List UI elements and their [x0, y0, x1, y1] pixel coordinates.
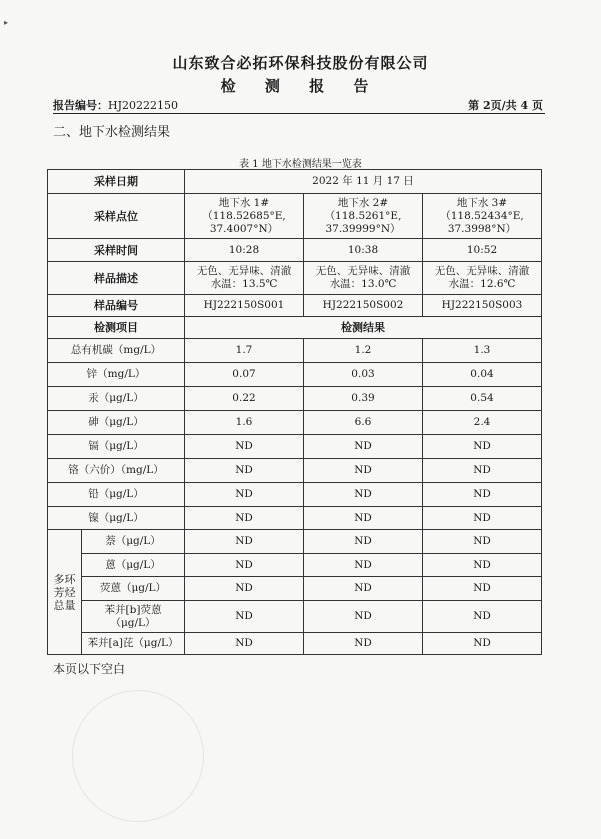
result-value: ND — [185, 435, 304, 459]
pah-row — [48, 530, 542, 554]
result-value: ND — [423, 459, 542, 483]
result-value: ND — [185, 459, 304, 483]
result-value: ND — [423, 507, 542, 530]
corner-mark: ▸ — [4, 18, 9, 27]
sample-number-label: 样品编号 — [48, 295, 185, 317]
column-header-row — [48, 317, 542, 339]
result-value: ND — [304, 633, 423, 655]
result-value: ND — [185, 507, 304, 530]
result-value: ND — [185, 601, 304, 633]
result-value: 0.03 — [304, 363, 423, 387]
result-row — [48, 411, 542, 435]
result-value: ND — [423, 435, 542, 459]
result-value: 0.07 — [185, 363, 304, 387]
result-header: 检测结果 — [185, 317, 542, 339]
result-value: 6.6 — [304, 411, 423, 435]
item-label: 苯并[a]芘（μg/L） — [82, 633, 185, 655]
sample-time-row — [48, 239, 542, 262]
description-cell — [423, 262, 542, 295]
result-row — [48, 339, 542, 363]
result-value: ND — [423, 633, 542, 655]
item-label: 萘（μg/L） — [82, 530, 185, 554]
result-value: ND — [185, 483, 304, 507]
result-value: ND — [304, 435, 423, 459]
result-value: ND — [304, 459, 423, 483]
item-label — [82, 601, 185, 633]
item-label: 镍（μg/L） — [48, 507, 185, 530]
item-label: 铅（μg/L） — [48, 483, 185, 507]
location-longitude: （118.52434°E, — [440, 209, 524, 222]
result-value: ND — [304, 507, 423, 530]
description-text: 无色、无异味、清澈 — [196, 265, 292, 277]
pah-row — [48, 601, 542, 633]
result-value: ND — [304, 601, 423, 633]
description-text: 无色、无异味、清澈 — [315, 265, 411, 277]
result-value: 0.22 — [185, 387, 304, 411]
sample-date-label: 采样日期 — [48, 170, 185, 194]
sample-time-value: 10:28 — [185, 239, 304, 262]
location-cell — [185, 194, 304, 239]
report-title: 检 测 报 告 — [220, 77, 381, 95]
result-value: ND — [423, 530, 542, 554]
item-label: 锌（mg/L） — [48, 363, 185, 387]
location-name: 地下水 3# — [456, 196, 508, 209]
description-cell — [304, 262, 423, 295]
description-text: 无色、无异味、清澈 — [434, 265, 530, 277]
item-label: 荧蒽（μg/L） — [82, 577, 185, 601]
sample-time-value: 10:38 — [304, 239, 423, 262]
pah-group-line: 总量 — [53, 598, 76, 612]
location-name: 地下水 2# — [337, 196, 389, 209]
result-value: ND — [185, 577, 304, 601]
faded-seal — [72, 690, 204, 822]
footer-note: 本页以下空白 — [53, 662, 126, 676]
pah-row — [48, 633, 542, 655]
location-cell — [423, 194, 542, 239]
result-value: 1.6 — [185, 411, 304, 435]
location-longitude: （118.5261°E, — [324, 209, 402, 222]
pah-group-label — [48, 530, 82, 655]
pah-row — [48, 554, 542, 577]
location-name: 地下水 1# — [218, 196, 270, 209]
item-label: 铬（六价）（mg/L） — [48, 459, 185, 483]
result-value: 1.2 — [304, 339, 423, 363]
location-longitude: （118.52685°E, — [202, 209, 286, 222]
pah-group-line: 芳烃 — [53, 585, 76, 599]
result-value: ND — [185, 633, 304, 655]
water-temperature: 水温：12.6℃ — [448, 278, 516, 290]
result-value: 1.3 — [423, 339, 542, 363]
result-row — [48, 459, 542, 483]
item-label: 总有机碳（mg/L） — [48, 339, 185, 363]
result-row — [48, 387, 542, 411]
company-name: 山东致合必拓环保科技股份有限公司 — [172, 54, 429, 72]
water-temperature: 水温：13.5℃ — [210, 278, 278, 290]
pah-group-line: 多环 — [53, 572, 76, 586]
sample-date-row — [48, 170, 542, 194]
result-value: 1.7 — [185, 339, 304, 363]
result-value: ND — [423, 577, 542, 601]
report-number-label: 报告编号： — [53, 99, 108, 112]
result-value: ND — [423, 554, 542, 577]
location-label: 采样点位 — [48, 194, 185, 239]
item-label: 镉（μg/L） — [48, 435, 185, 459]
result-row — [48, 435, 542, 459]
location-latitude: 37.3998°N） — [447, 222, 517, 235]
section-title: 二、地下水检测结果 — [53, 125, 171, 140]
item-label-line: 苯并[b]荧蒽 — [104, 603, 162, 616]
location-latitude: 37.4007°N） — [209, 222, 279, 235]
page-number: 第 2页/共 4 页 — [468, 99, 543, 112]
description-cell — [185, 262, 304, 295]
result-value: 0.54 — [423, 387, 542, 411]
sample-date-value: 2022 年 11 月 17 日 — [185, 170, 542, 194]
item-header: 检测项目 — [48, 317, 185, 339]
location-row — [48, 194, 542, 239]
sample-time-label: 采样时间 — [48, 239, 185, 262]
report-number-value: HJ20222150 — [108, 99, 178, 112]
result-value: ND — [304, 483, 423, 507]
sample-number-value: HJ222150S001 — [185, 295, 304, 317]
report-number — [53, 97, 178, 113]
sample-number-value: HJ222150S002 — [304, 295, 423, 317]
water-temperature: 水温：13.0℃ — [329, 278, 397, 290]
result-value: ND — [423, 601, 542, 633]
header-rule — [53, 113, 545, 114]
result-value: ND — [423, 483, 542, 507]
result-value: ND — [185, 554, 304, 577]
result-value: 0.39 — [304, 387, 423, 411]
result-value: ND — [304, 554, 423, 577]
result-row — [48, 507, 542, 530]
pah-row — [48, 577, 542, 601]
sample-number-value: HJ222150S003 — [423, 295, 542, 317]
result-value: ND — [304, 530, 423, 554]
item-label-line: （μg/L） — [110, 616, 156, 629]
sample-time-value: 10:52 — [423, 239, 542, 262]
table-caption: 表 1 地下水检测结果一览表 — [239, 159, 362, 170]
result-value: 0.04 — [423, 363, 542, 387]
results-table — [47, 169, 542, 655]
result-value: 2.4 — [423, 411, 542, 435]
result-value: ND — [185, 530, 304, 554]
item-label: 蒽（μg/L） — [82, 554, 185, 577]
description-row — [48, 262, 542, 295]
result-row — [48, 483, 542, 507]
result-value: ND — [304, 577, 423, 601]
result-row — [48, 363, 542, 387]
location-cell — [304, 194, 423, 239]
location-latitude: 37.39999°N） — [325, 222, 401, 235]
item-label: 砷（μg/L） — [48, 411, 185, 435]
item-label: 汞（μg/L） — [48, 387, 185, 411]
description-label: 样品描述 — [48, 262, 185, 295]
sample-number-row — [48, 295, 542, 317]
